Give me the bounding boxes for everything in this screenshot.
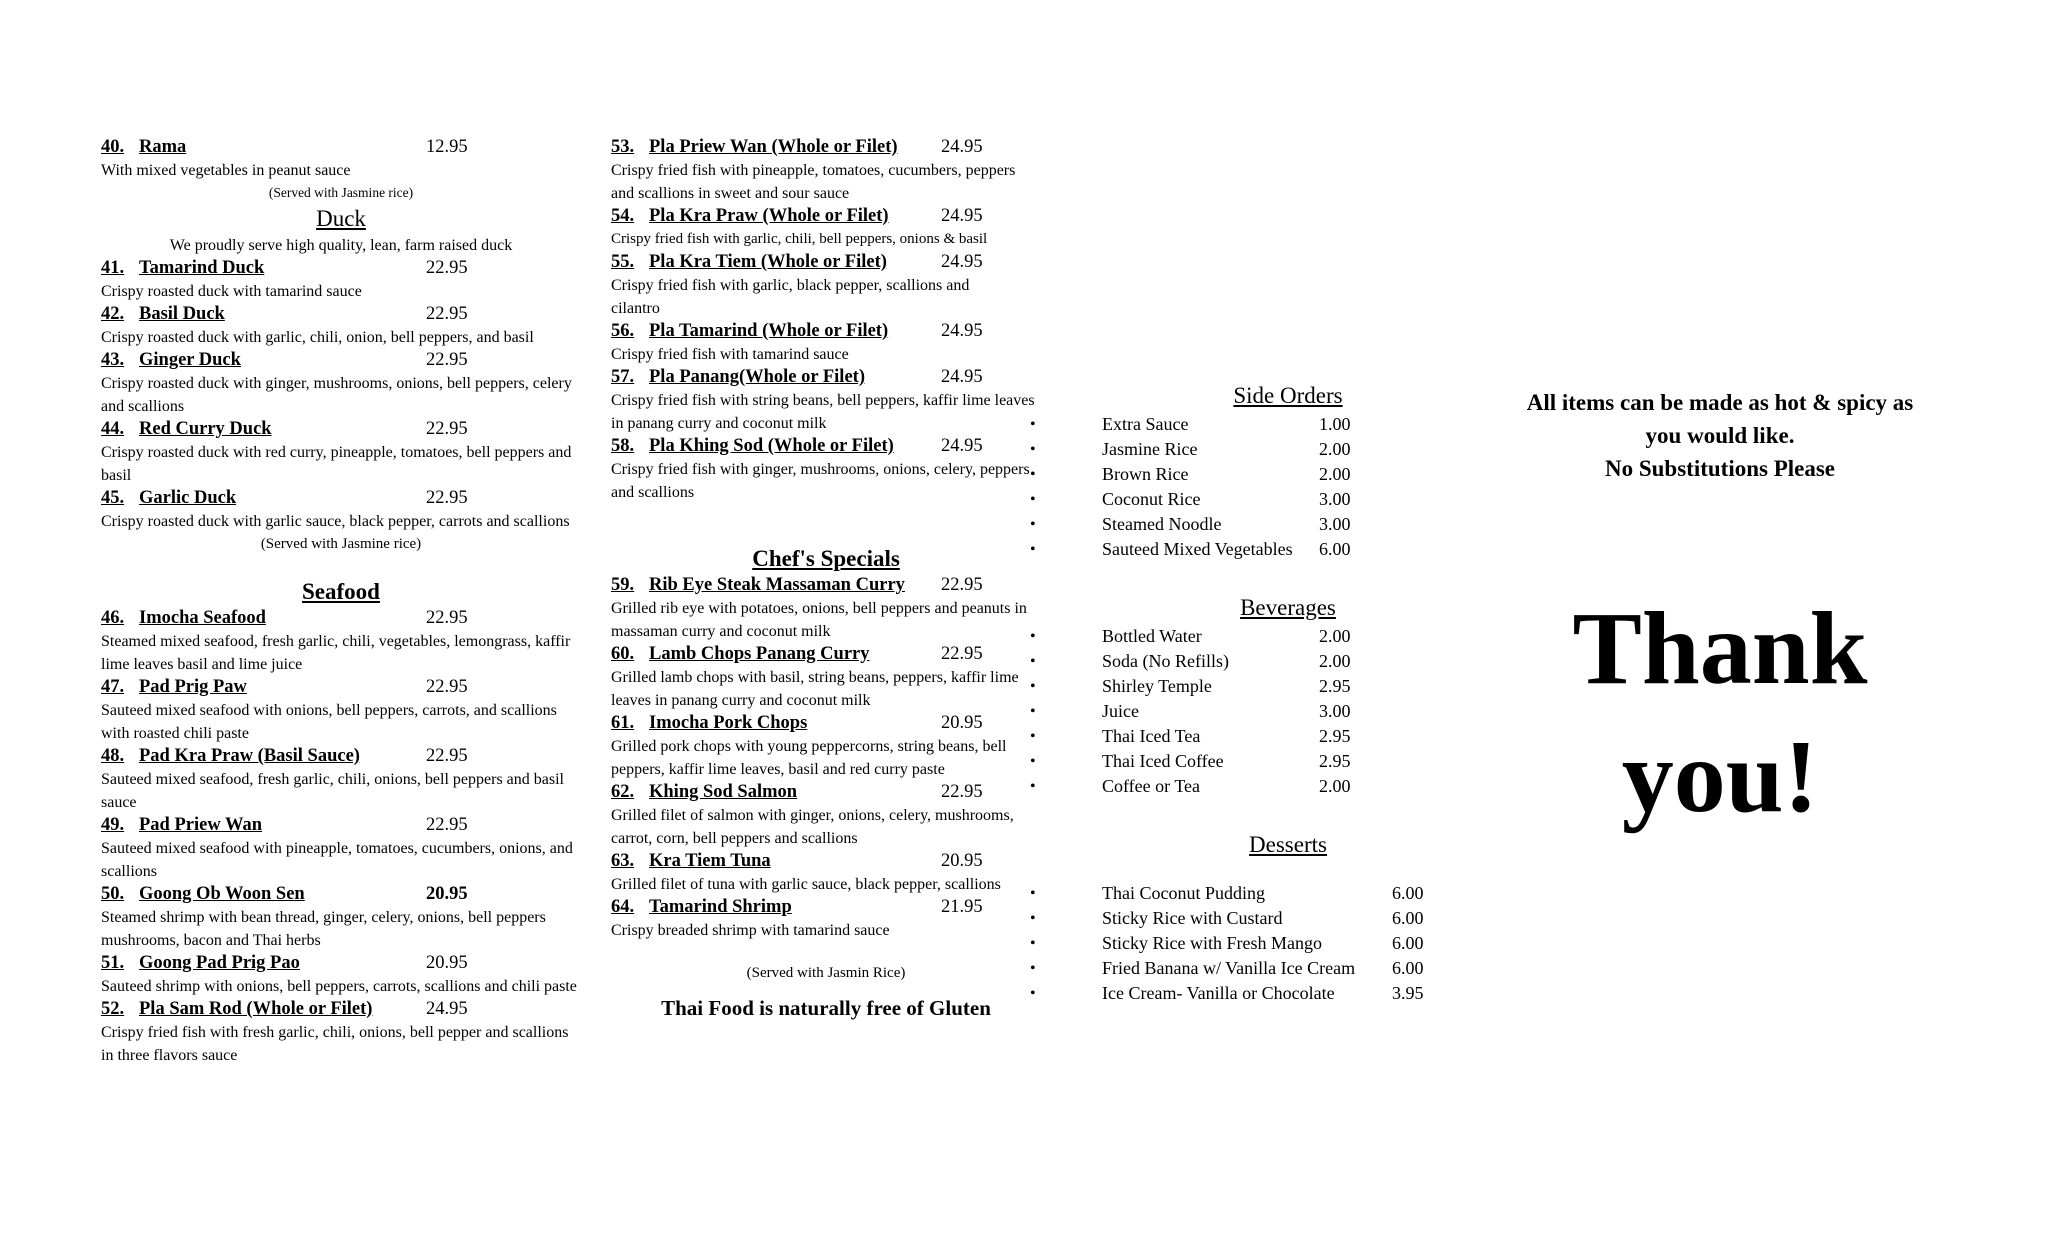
item-name: Pla Kra Praw (Whole or Filet) (649, 206, 889, 226)
list-item-name: Thai Iced Coffee (1102, 751, 1224, 771)
thank-you-line-1: Thank (1572, 591, 1868, 706)
list-item-price: 6.00 (1392, 908, 1424, 928)
item-price: 22.95 (426, 419, 468, 439)
bullet-icon: • (1030, 985, 1036, 1002)
list-item-name: Coffee or Tea (1102, 776, 1201, 796)
item-name: Imocha Pork Chops (649, 713, 808, 733)
section-title-side-orders: Side Orders (1233, 383, 1343, 408)
item-price: 20.95 (426, 953, 468, 973)
served-with-note: (Served with Jasmine rice) (268, 185, 414, 200)
item-number: 61. (611, 713, 635, 733)
item-name: Goong Ob Woon Sen (139, 884, 305, 904)
item-number: 42. (101, 304, 125, 324)
list-item-name: Soda (No Refills) (1102, 651, 1229, 671)
item-price: 24.95 (941, 137, 983, 157)
no-substitutions-notice: No Substitutions Please (1604, 456, 1836, 481)
list-item-price: 2.95 (1319, 726, 1351, 746)
menu-item-53 (611, 136, 1041, 205)
menu-item-50 (101, 883, 581, 952)
list-item-name: Coconut Rice (1102, 489, 1201, 509)
item-description: Grilled rib eye with potatoes, onions, bell peppers and peanuts in massaman curry and coconut milk (611, 600, 1027, 640)
list-item (1030, 412, 1480, 437)
bullet-icon: • (1030, 541, 1036, 558)
item-name: Lamb Chops Panang Curry (649, 644, 870, 664)
thank-you-line-2: you! (1621, 719, 1819, 834)
item-name: Imocha Seafood (139, 608, 266, 628)
item-description: Steamed mixed seafood, fresh garlic, chili, vegetables, lemongrass, kaffir lime leaves basil and lime juice (101, 633, 571, 673)
menu-item-64 (611, 896, 1041, 942)
menu-item-57 (611, 366, 1041, 435)
menu-item-51 (101, 952, 581, 998)
item-number: 57. (611, 367, 635, 387)
item-price: 20.95 (426, 884, 468, 904)
list-item-price: 6.00 (1392, 883, 1424, 903)
bullet-icon: • (1030, 678, 1036, 695)
list-item-price: 6.00 (1319, 539, 1351, 559)
menu-item-59 (611, 574, 1041, 643)
item-number: 53. (611, 137, 635, 157)
list-item-name: Extra Sauce (1102, 414, 1189, 434)
item-number: 47. (101, 677, 125, 697)
list-item-price: 2.95 (1319, 676, 1351, 696)
list-item-price: 6.00 (1392, 933, 1424, 953)
list-item (1030, 956, 1480, 981)
item-price: 12.95 (426, 137, 468, 157)
menu-item-54 (611, 205, 1041, 251)
item-name: Garlic Duck (139, 488, 237, 508)
item-description: Crispy fried fish with garlic, black pepper, scallions and cilantro (611, 277, 970, 317)
item-price: 24.95 (941, 206, 983, 226)
item-number: 55. (611, 252, 635, 272)
bullet-icon: • (1030, 885, 1036, 902)
bullet-icon: • (1030, 778, 1036, 795)
item-description: Crispy breaded shrimp with tamarind sauce (611, 922, 890, 939)
list-item-price: 3.00 (1319, 489, 1351, 509)
list-item (1030, 931, 1480, 956)
item-description: Crispy fried fish with string beans, bell peppers, kaffir lime leaves in panang curry and coconut milk (611, 392, 1035, 432)
item-price: 22.95 (426, 815, 468, 835)
item-name: Pad Priew Wan (139, 815, 262, 835)
item-description: Crispy fried fish with garlic, chili, bell peppers, onions & basil (611, 231, 988, 247)
list-item (1030, 674, 1480, 699)
menu-column-1 (101, 136, 581, 1067)
item-price: 22.95 (941, 644, 983, 664)
item-description: Grilled filet of tuna with garlic sauce, black pepper, scallions (611, 876, 1001, 893)
item-number: 40. (101, 137, 125, 157)
list-item (1030, 749, 1480, 774)
menu-column-2 (611, 136, 1041, 1022)
item-description: Crispy fried fish with pineapple, tomatoes, cucumbers, peppers and scallions in sweet and sour sauce (611, 162, 1016, 202)
bullet-icon: • (1030, 628, 1036, 645)
section-title-desserts: Desserts (1249, 832, 1327, 857)
list-item-price: 1.00 (1319, 414, 1351, 434)
item-description: Steamed shrimp with bean thread, ginger, celery, onions, bell peppers mushrooms, bacon and Thai herbs (101, 909, 546, 949)
sides-column (1030, 380, 1480, 1006)
item-price: 24.95 (941, 367, 983, 387)
menu-item-41 (101, 257, 581, 303)
item-name: Rib Eye Steak Massaman Curry (649, 575, 905, 595)
menu-item-44 (101, 418, 581, 487)
item-description: Crispy roasted duck with ginger, mushrooms, onions, bell peppers, celery and scallions (101, 375, 572, 415)
list-item (1030, 624, 1480, 649)
list-item-price: 3.00 (1319, 514, 1351, 534)
list-item (1030, 649, 1480, 674)
item-number: 63. (611, 851, 635, 871)
item-price: 22.95 (426, 608, 468, 628)
menu-item-47 (101, 676, 581, 745)
menu-item-56 (611, 320, 1041, 366)
spicy-notice-line-1: All items can be made as hot & spicy as (1526, 390, 1914, 415)
item-name: Ginger Duck (139, 350, 241, 370)
list-item-price: 3.00 (1319, 701, 1351, 721)
menu-item-42 (101, 303, 581, 349)
item-price: 22.95 (426, 746, 468, 766)
list-item (1030, 487, 1480, 512)
item-description: Crispy fried fish with ginger, mushrooms, onions, celery, peppers and scallions (611, 461, 1030, 501)
list-item-name: Fried Banana w/ Vanilla Ice Cream (1102, 958, 1356, 978)
menu-item-61 (611, 712, 1041, 781)
list-item-name: Thai Coconut Pudding (1102, 883, 1265, 903)
item-number: 64. (611, 897, 635, 917)
item-number: 54. (611, 206, 635, 226)
list-item-price: 2.00 (1319, 776, 1351, 796)
bullet-icon: • (1030, 516, 1036, 533)
item-name: Pad Prig Paw (139, 677, 247, 697)
list-item-name: Sauteed Mixed Vegetables (1102, 539, 1293, 559)
list-item-name: Thai Iced Tea (1102, 726, 1201, 746)
list-item-price: 2.00 (1319, 651, 1351, 671)
served-with-note: (Served with Jasmine rice) (260, 536, 422, 552)
section-title-beverages: Beverages (1240, 595, 1336, 620)
section-title-chefs-specials: Chef's Specials (752, 546, 900, 571)
item-number: 59. (611, 575, 635, 595)
item-number: 49. (101, 815, 125, 835)
item-description: Crispy fried fish with tamarind sauce (611, 346, 849, 363)
bullet-icon: • (1030, 416, 1036, 433)
gluten-free-notice: Thai Food is naturally free of Gluten (661, 996, 991, 1020)
item-price: 24.95 (941, 436, 983, 456)
item-name: Pla Khing Sod (Whole or Filet) (649, 436, 894, 456)
item-number: 60. (611, 644, 635, 664)
thank-you-text (1480, 585, 1960, 841)
item-description: With mixed vegetables in peanut sauce (101, 162, 351, 179)
item-number: 51. (101, 953, 125, 973)
item-name: Khing Sod Salmon (649, 782, 798, 802)
item-name: Rama (139, 137, 187, 157)
menu-item-52 (101, 998, 581, 1067)
menu-item-49 (101, 814, 581, 883)
item-price: 22.95 (426, 677, 468, 697)
item-name: Pad Kra Praw (Basil Sauce) (139, 746, 360, 766)
beverages-list (1030, 624, 1480, 799)
notice-column (1480, 386, 1960, 841)
item-description: Grilled filet of salmon with ginger, onions, celery, mushrooms, carrot, corn, bell peppers and scallions (611, 807, 1014, 847)
item-price: 22.95 (941, 782, 983, 802)
item-price: 21.95 (941, 897, 983, 917)
list-item-name: Sticky Rice with Fresh Mango (1102, 933, 1322, 953)
item-name: Pla Priew Wan (Whole or Filet) (649, 137, 898, 157)
list-item-name: Bottled Water (1102, 626, 1202, 646)
menu-item-63 (611, 850, 1041, 896)
menu-item-48 (101, 745, 581, 814)
bullet-icon: • (1030, 728, 1036, 745)
item-price: 20.95 (941, 851, 983, 871)
item-number: 52. (101, 999, 125, 1019)
menu-item-58 (611, 435, 1041, 504)
bullet-icon: • (1030, 441, 1036, 458)
item-description: Crispy fried fish with fresh garlic, chili, onions, bell pepper and scallions in three flavors sauce (101, 1024, 569, 1064)
item-price: 22.95 (426, 258, 468, 278)
item-number: 46. (101, 608, 125, 628)
list-item-name: Juice (1102, 701, 1139, 721)
item-price: 22.95 (426, 304, 468, 324)
item-name: Tamarind Duck (139, 258, 265, 278)
duck-lead-text: We proudly serve high quality, lean, farm raised duck (169, 237, 513, 254)
item-name: Kra Tiem Tuna (649, 851, 771, 871)
bullet-icon: • (1030, 703, 1036, 720)
item-price: 22.95 (426, 488, 468, 508)
item-number: 45. (101, 488, 125, 508)
list-item-name: Steamed Noodle (1102, 514, 1222, 534)
list-item-price: 2.95 (1319, 751, 1351, 771)
item-price: 24.95 (941, 321, 983, 341)
list-item (1030, 774, 1480, 799)
item-number: 44. (101, 419, 125, 439)
list-item-name: Shirley Temple (1102, 676, 1212, 696)
list-item-price: 2.00 (1319, 626, 1351, 646)
item-name: Basil Duck (139, 304, 225, 324)
list-item-name: Jasmine Rice (1102, 439, 1198, 459)
item-number: 56. (611, 321, 635, 341)
item-price: 22.95 (426, 350, 468, 370)
list-item-name: Ice Cream- Vanilla or Chocolate (1102, 983, 1335, 1003)
item-number: 48. (101, 746, 125, 766)
item-name: Pla Tamarind (Whole or Filet) (649, 321, 889, 341)
item-description: Sauteed mixed seafood with onions, bell peppers, carrots, and scallions with roasted chili paste (101, 702, 557, 742)
section-title-seafood: Seafood (302, 579, 380, 604)
item-price: 24.95 (426, 999, 468, 1019)
item-price: 24.95 (941, 252, 983, 272)
item-name: Pla Sam Rod (Whole or Filet) (139, 999, 373, 1019)
bullet-icon: • (1030, 960, 1036, 977)
spicy-notice-line-2: you would like. (1645, 423, 1795, 448)
menu-item-62 (611, 781, 1041, 850)
bullet-icon: • (1030, 466, 1036, 483)
item-description: Crispy roasted duck with garlic, chili, onion, bell peppers, and basil (101, 329, 534, 346)
list-item-name: Sticky Rice with Custard (1102, 908, 1283, 928)
bullet-icon: • (1030, 910, 1036, 927)
item-name: Tamarind Shrimp (649, 897, 792, 917)
item-name: Pla Kra Tiem (Whole or Filet) (649, 252, 887, 272)
bullet-icon: • (1030, 935, 1036, 952)
served-with-note: (Served with Jasmin Rice) (746, 965, 906, 981)
list-item (1030, 881, 1480, 906)
list-item (1030, 437, 1480, 462)
list-item-price: 2.00 (1319, 464, 1351, 484)
menu-item-60 (611, 643, 1041, 712)
list-item-price: 6.00 (1392, 958, 1424, 978)
item-price: 20.95 (941, 713, 983, 733)
desserts-list (1030, 881, 1480, 1006)
list-item (1030, 537, 1480, 562)
list-item (1030, 462, 1480, 487)
section-title-duck: Duck (316, 206, 366, 231)
bullet-icon: • (1030, 653, 1036, 670)
list-item (1030, 699, 1480, 724)
item-number: 62. (611, 782, 635, 802)
item-number: 43. (101, 350, 125, 370)
item-description: Crispy roasted duck with tamarind sauce (101, 283, 362, 300)
item-description: Sauteed mixed seafood, fresh garlic, chili, onions, bell peppers and basil sauce (101, 771, 564, 811)
item-number: 41. (101, 258, 125, 278)
list-item (1030, 724, 1480, 749)
side-orders-list (1030, 412, 1480, 562)
list-item-name: Brown Rice (1102, 464, 1189, 484)
list-item-price: 3.95 (1392, 983, 1424, 1003)
menu-item-55 (611, 251, 1041, 320)
item-number: 58. (611, 436, 635, 456)
menu-item-46 (101, 607, 581, 676)
item-description: Sauteed mixed seafood with pineapple, tomatoes, cucumbers, onions, and scallions (101, 840, 573, 880)
item-description: Crispy roasted duck with garlic sauce, black pepper, carrots and scallions (101, 513, 570, 530)
bullet-icon: • (1030, 753, 1036, 770)
item-price: 22.95 (941, 575, 983, 595)
list-item (1030, 906, 1480, 931)
menu-item-40 (101, 136, 581, 182)
item-description: Sauteed shrimp with onions, bell peppers, carrots, scallions and chili paste (101, 978, 577, 995)
item-name: Red Curry Duck (139, 419, 272, 439)
item-description: Grilled lamb chops with basil, string beans, peppers, kaffir lime leaves in panang curry and coconut milk (611, 669, 1019, 709)
item-name: Pla Panang(Whole or Filet) (649, 367, 865, 387)
list-item (1030, 981, 1480, 1006)
bullet-icon: • (1030, 491, 1036, 508)
menu-item-45 (101, 487, 581, 533)
list-item (1030, 512, 1480, 537)
item-number: 50. (101, 884, 125, 904)
list-item-price: 2.00 (1319, 439, 1351, 459)
item-description: Grilled pork chops with young peppercorns, string beans, bell peppers, kaffir lime leaves, basil and red curry paste (611, 738, 1007, 778)
menu-item-43 (101, 349, 581, 418)
item-name: Goong Pad Prig Pao (139, 953, 300, 973)
item-description: Crispy roasted duck with red curry, pineapple, tomatoes, bell peppers and basil (101, 444, 572, 484)
